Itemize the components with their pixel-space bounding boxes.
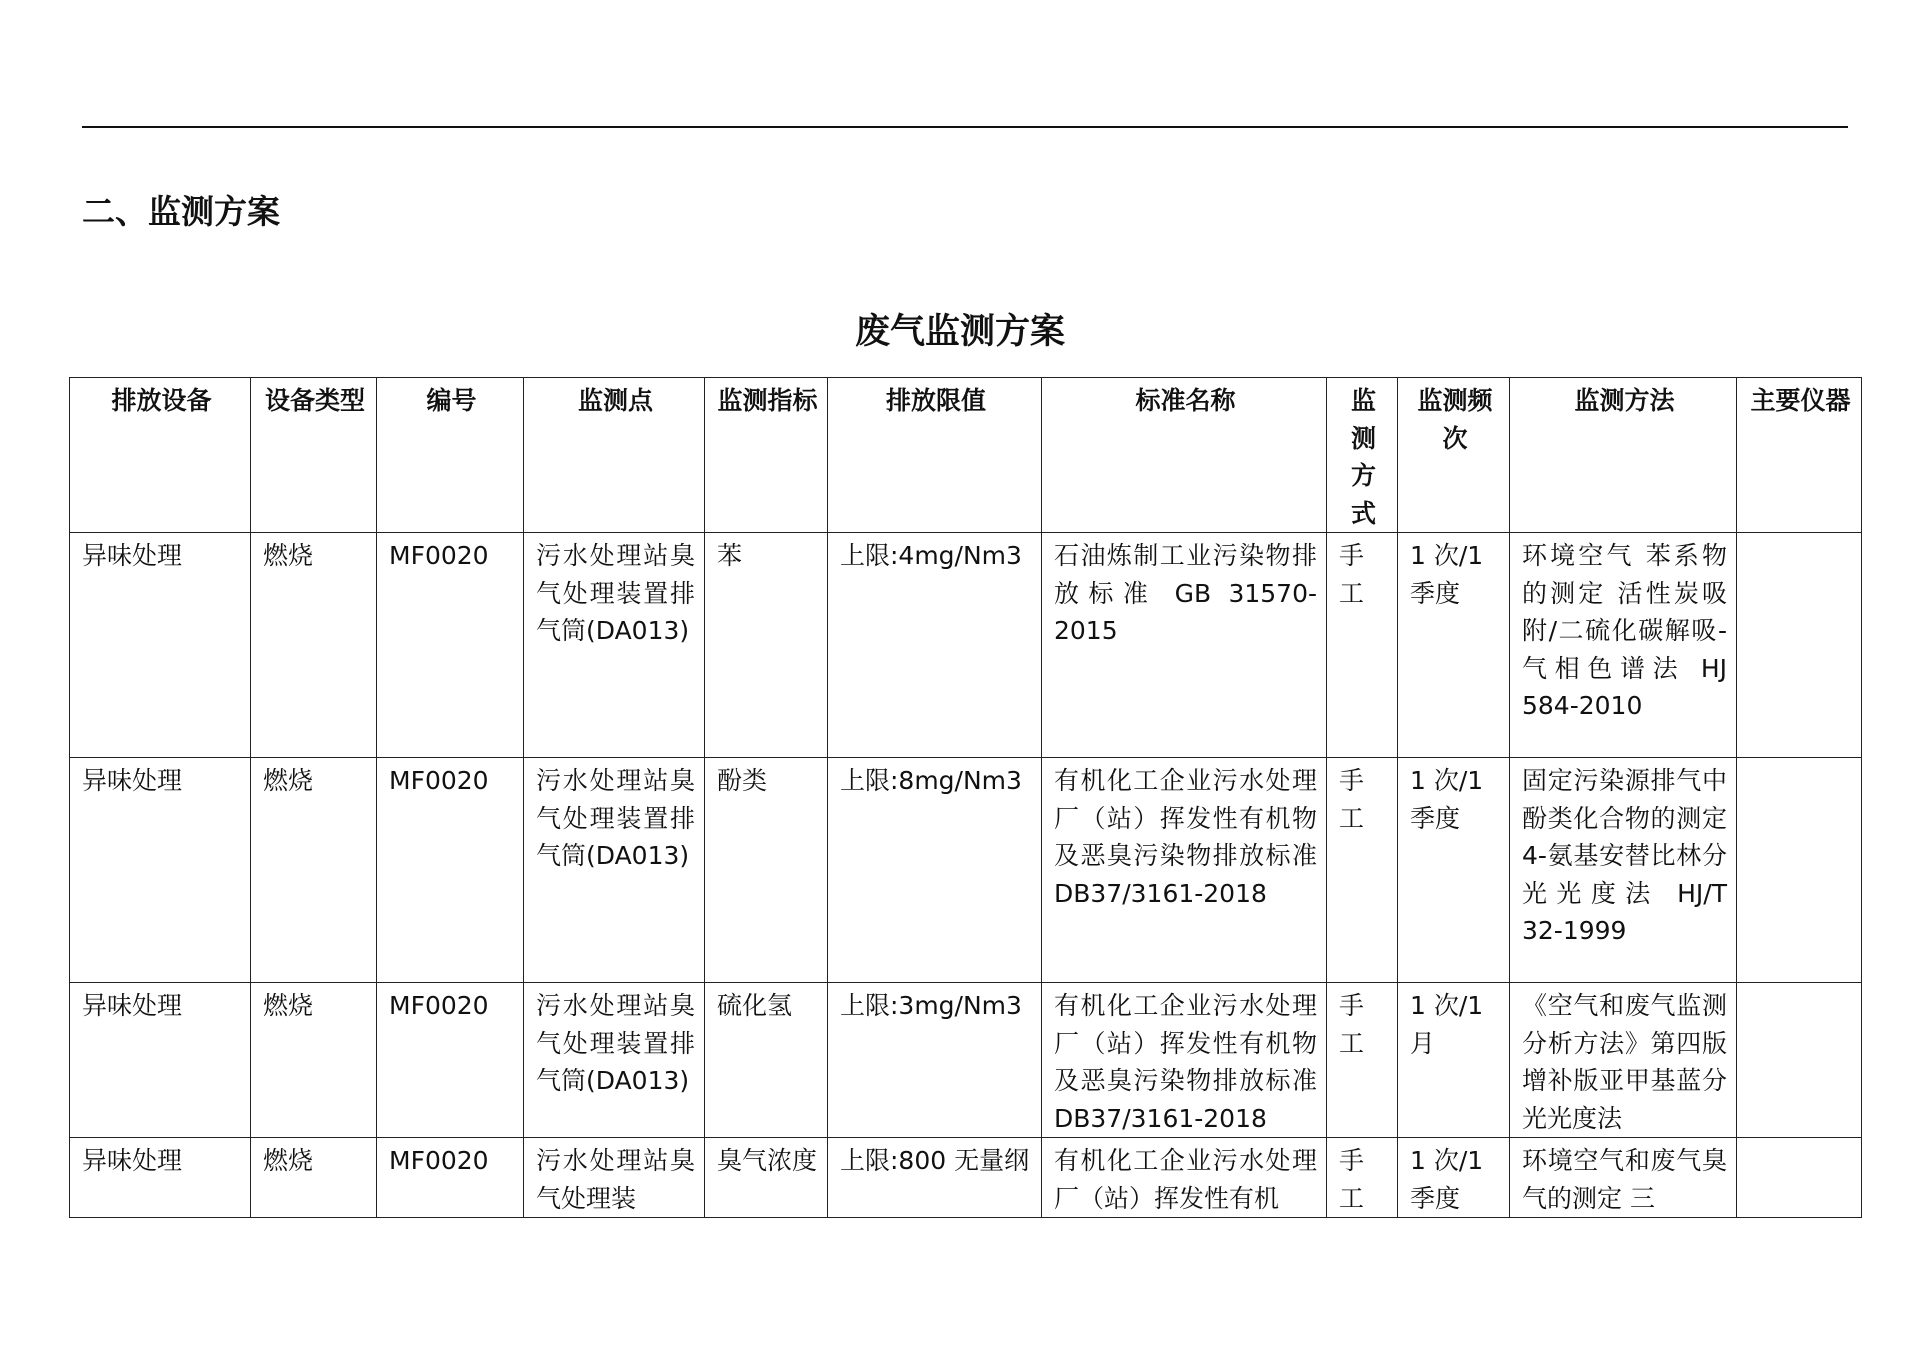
- col-header-mode-text: 监测方式: [1350, 386, 1376, 528]
- cell-equipment: 异味处理: [70, 533, 251, 758]
- col-header-code: 编号: [377, 378, 524, 533]
- cell-code: MF0020: [377, 758, 524, 983]
- cell-equipment: [70, 1138, 251, 1218]
- col-header-standard: 标准名称: [1042, 378, 1327, 533]
- table-row: [70, 533, 1862, 758]
- cell-indicator: 酚类: [705, 758, 828, 983]
- cell-type-text: 燃烧: [263, 1146, 314, 1175]
- cell-limit: 上限:3mg/Nm3: [828, 983, 1042, 1138]
- cell-frequency-text: 1 次/1 季度: [1410, 1146, 1484, 1213]
- cell-code: MF0020: [377, 533, 524, 758]
- cell-limit-text: 上限:800 无量纲: [840, 1146, 1030, 1175]
- cell-method-text: 环境空气和废气臭气的测定 三: [1522, 1146, 1727, 1213]
- cell-mode-text: 手工: [1339, 1146, 1365, 1213]
- col-header-frequency: 监测频次: [1398, 378, 1510, 533]
- cell-indicator: 苯: [705, 533, 828, 758]
- cell-standard: 石油炼制工业污染物排放标准 GB 31570-2015: [1042, 533, 1327, 758]
- col-header-instrument: 主要仪器: [1737, 378, 1862, 533]
- cell-instrument: [1737, 983, 1862, 1138]
- cell-type: 燃烧: [251, 758, 377, 983]
- cell-frequency: 1 次/1 月: [1398, 983, 1510, 1138]
- cell-method: 《空气和废气监测分析方法》第四版增补版亚甲基蓝分光光度法: [1510, 983, 1737, 1138]
- cell-instrument: [1737, 533, 1862, 758]
- cell-point: 污水处理站臭气处理装置排气筒(DA013): [524, 758, 705, 983]
- cell-standard: 有机化工企业污水处理厂（站）挥发性有机物及恶臭污染物排放标准 DB37/3161-2018: [1042, 983, 1327, 1138]
- table-header-row: [70, 378, 1862, 533]
- col-header-limit: 排放限值: [828, 378, 1042, 533]
- cell-frequency: [1398, 1138, 1510, 1218]
- cell-indicator: [705, 1138, 828, 1218]
- cell-limit: 上限:8mg/Nm3: [828, 758, 1042, 983]
- col-header-equipment: 排放设备: [70, 378, 251, 533]
- cell-type: 燃烧: [251, 983, 377, 1138]
- cell-mode: 手工: [1327, 758, 1398, 983]
- table-row: [70, 983, 1862, 1138]
- header-rule: [82, 126, 1848, 128]
- cell-type: [251, 1138, 377, 1218]
- cell-equipment-text: 异味处理: [82, 1146, 183, 1175]
- cell-method: 环境空气 苯系物的测定 活性炭吸附/二硫化碳解吸-气相色谱法 HJ 584-2010: [1510, 533, 1737, 758]
- table-title: 废气监测方案: [854, 312, 1065, 352]
- table-row: [70, 1138, 1862, 1218]
- cell-standard: 有机化工企业污水处理厂（站）挥发性有机物及恶臭污染物排放标准 DB37/3161-2018: [1042, 758, 1327, 983]
- cell-mode: 手工: [1327, 983, 1398, 1138]
- cell-frequency: 1 次/1 季度: [1398, 533, 1510, 758]
- cell-method: 固定污染源排气中酚类化合物的测定 4-氨基安替比林分光光度法 HJ/T 32-1999: [1510, 758, 1737, 983]
- cell-method: [1510, 1138, 1737, 1218]
- cell-indicator-text: 臭气浓度: [717, 1146, 818, 1175]
- cell-frequency: 1 次/1 季度: [1398, 758, 1510, 983]
- cell-standard: [1042, 1138, 1327, 1218]
- cell-mode: 手工: [1327, 533, 1398, 758]
- section-title: 二、监测方案: [82, 192, 280, 231]
- cell-limit: 上限:4mg/Nm3: [828, 533, 1042, 758]
- cell-mode: [1327, 1138, 1398, 1218]
- cell-equipment: 异味处理: [70, 983, 251, 1138]
- cell-indicator: 硫化氢: [705, 983, 828, 1138]
- col-header-indicator: 监测指标: [705, 378, 828, 533]
- col-header-mode: [1327, 378, 1398, 533]
- cell-instrument: [1737, 758, 1862, 983]
- cell-equipment: 异味处理: [70, 758, 251, 983]
- cell-instrument: [1737, 1138, 1862, 1218]
- cell-point: 污水处理站臭气处理装置排气筒(DA013): [524, 533, 705, 758]
- cell-point: 污水处理站臭气处理装置排气筒(DA013): [524, 983, 705, 1138]
- cell-code: MF0020: [377, 983, 524, 1138]
- cell-code: [377, 1138, 524, 1218]
- emission-monitoring-table: [69, 377, 1862, 1218]
- cell-point: [524, 1138, 705, 1218]
- cell-type: 燃烧: [251, 533, 377, 758]
- cell-standard-text: 有机化工企业污水处理厂（站）挥发性有机: [1054, 1146, 1317, 1213]
- cell-limit: [828, 1138, 1042, 1218]
- col-header-point: 监测点: [524, 378, 705, 533]
- cell-point-text: 污水处理站臭气处理装: [536, 1146, 695, 1213]
- col-header-type: 设备类型: [251, 378, 377, 533]
- table-row: [70, 758, 1862, 983]
- col-header-method: 监测方法: [1510, 378, 1737, 533]
- cell-code-text: MF0020: [389, 1146, 489, 1175]
